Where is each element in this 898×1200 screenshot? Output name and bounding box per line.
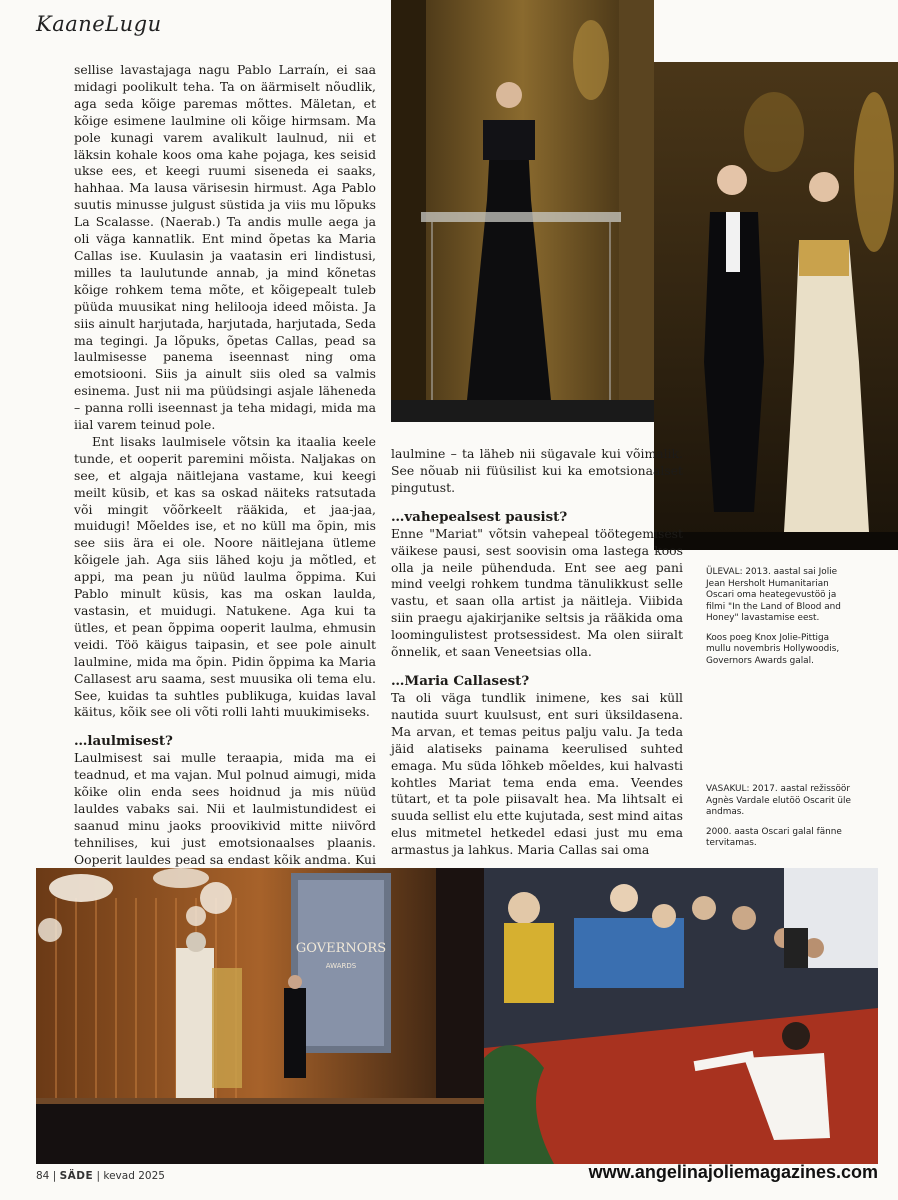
issue-label: kevad 2025	[103, 1170, 165, 1182]
subheading: …vahepealsest pausist?	[391, 508, 568, 525]
article-column-2	[391, 446, 683, 859]
website-watermark: www.angelinajoliemagazines.com	[588, 1162, 878, 1182]
caption-text: VASAKUL: 2017. aastal režissöör Agnès Vardale elutöö Oscarit üle andmas.	[706, 784, 851, 817]
paragraph: Ent lisaks laulmisele võtsin ka itaalia keele tunde, et ooperit paremini mõista. Naljakas on see, et algaja näitlejana vastame, kui keegi meilt küsib, et kas sa oskad näiteks ratsutada või mingit võõrkeelt rääkida, et jaa-jaa, muidugi! Mõeldes ise, et no küll ma õpin, mis see siis ära ei ole. Noore näitlejana ütleme kõigele jah. Aga siis lähed koju ja mõtled, et appi, ma pean ju nüüd laulma õppima. Kui Pablo minult küsis, kas ma oskan laulda, vastasin, et muidugi. Natukene. Aga kui ta ütles, et pean õppima ooperit laulma, ehmusin veidi. Töö käigus taipasin, et see pole ainult laulmine, mida ma õpin. Pidin õppima ka Maria Callasest aru saama, sest muusika oli tema elu. See, kuidas ta suhtles publikuga, kuidas laval käitus, kõik see oli võti rolli lahti muukimiseks.	[74, 433, 376, 720]
section-label: KaaneLugu	[36, 12, 162, 36]
photo-governors-stage	[36, 868, 484, 1164]
governors-screen-title: GOVERNORS	[295, 941, 387, 956]
paragraph: sellise lavastajaga nagu Pablo Larraín, ei saa midagi poolikult teha. Ta on äärmiselt nõudlik, aga seda kõige paremas mõttes. Mäletan, et kõige esimene laulmine oli kõige hirmsam. Ma pole kunagi varem avalikult laulnud, nii et läksin kohale koos oma kahe pojaga, kes seisid ukse ees, et keegi ruumi siseneda ei saaks, hahhaa. Ma lausa värisesin hirmust. Aga Pablo suutis minusse julgust süstida ja viis mu lõpuks La Scalasse. (Naerab.) Ta andis mulle aega ja oli väga kannatlik. Ent mind õpetas ka Maria Callas ise. Kuulasin ja vaatasin eri lindistusi, milles ta laulutunde annab, ja mind kõnetas kõige rohkem tema mõte, et kõigepealt tuleb püüda muusikat ning helilooja ideed mõista. Ja siis ainult harjutada, harjutada, harjutada, Seda ma tegingi. Ja lõpuks, õpetas Callas, pead sa laulmisesse panema iseennast ning oma emotsiooni. Siis ja ainult siis oled sa valmis esinema. Just nii ma püüdsingi asjale läheneda – panna rolli iseennast ja teha midagi, mida ma iial varem teinud pole.	[74, 62, 376, 433]
article-column-1	[74, 62, 376, 903]
paragraph: Laulmisest sai mulle teraapia, mida ma ei teadnud, et ma vajan. Mul polnud aimugi, mida kõike olin enda sees hoidnud ja mis nüüd lauldes vabaks sai. Nii et laulmistundidest ei saanud minu jaoks proovikivid mitte niivõrd tehnilises, kui just emotsionaalses plaanis. Ooperit lauldes pead sa endast kõik andma. Kui	[74, 750, 376, 867]
caption-text: 2000. aasta Oscari galal fänne tervitamas.	[706, 826, 842, 848]
subheading: …Maria Callasest?	[391, 672, 530, 689]
subheading: …laulmisest?	[74, 733, 173, 750]
paragraph: laulmine – ta läheb nii sügavale kui võimalik. See nõuab nii füüsilist kui ka emotsionaalset pingutust.	[391, 446, 683, 495]
paragraph: Ta oli väga tundlik inimene, kes sai küll nautida suurt kuulsust, ent suri üksildasena. Ma arvan, et temas peitus palju valu. Ja teda jäid alatiseks painama keerulised suhted emaga. Mu süda lõhkeb mõeldes, kui halvasti kohtles Mariat tema enda ema. Veendes tütart, et ta pole piisavalt hea. Ma lihtsalt ei suuda sellist elu ette kujutada, sest mind aitas elus mitmetel hetkedel edasi just mu ema armastus ja lahkus. Maria Callas sai oma	[391, 689, 683, 858]
caption-top	[706, 567, 856, 675]
page-number: 84	[36, 1170, 50, 1182]
page-footer: 84 | SÄDE | kevad 2025	[36, 1170, 165, 1182]
caption-text: ÜLEVAL: 2013. aastal sai Jolie Jean Hersholt Humanitarian Oscari oma heategevustöö ja filmi "In the Land of Blood and Honey" lavastamise eest.	[706, 567, 841, 623]
photo-governors-awards-son	[654, 62, 898, 550]
magazine-name: SÄDE	[59, 1170, 94, 1182]
photo-stage-podium	[391, 0, 654, 422]
paragraph: Enne "Mariat" võtsin vahepeal töötegemisest väikese pausi, sest soovisin oma lastega koos olla ja neile pühenduda. Ent see aeg pani mind veelgi rohkem tundma tänulikkust selle vastu, et saan olla artist ja näitleja. Viibida siin praegu ajakirjanike seltsis ja rääkida oma loomingulistest protsessidest. Ma olen siiralt õnnelik, et saan Veneetsias olla.	[391, 525, 683, 660]
caption-text: Koos poeg Knox Jolie-Pittiga mullu novembris Hollywoodis, Governors Awards galal.	[706, 632, 840, 666]
governors-screen-subtitle: AWARDS	[325, 962, 357, 970]
photo-red-carpet-fans	[484, 868, 878, 1164]
caption-bottom	[706, 784, 856, 858]
